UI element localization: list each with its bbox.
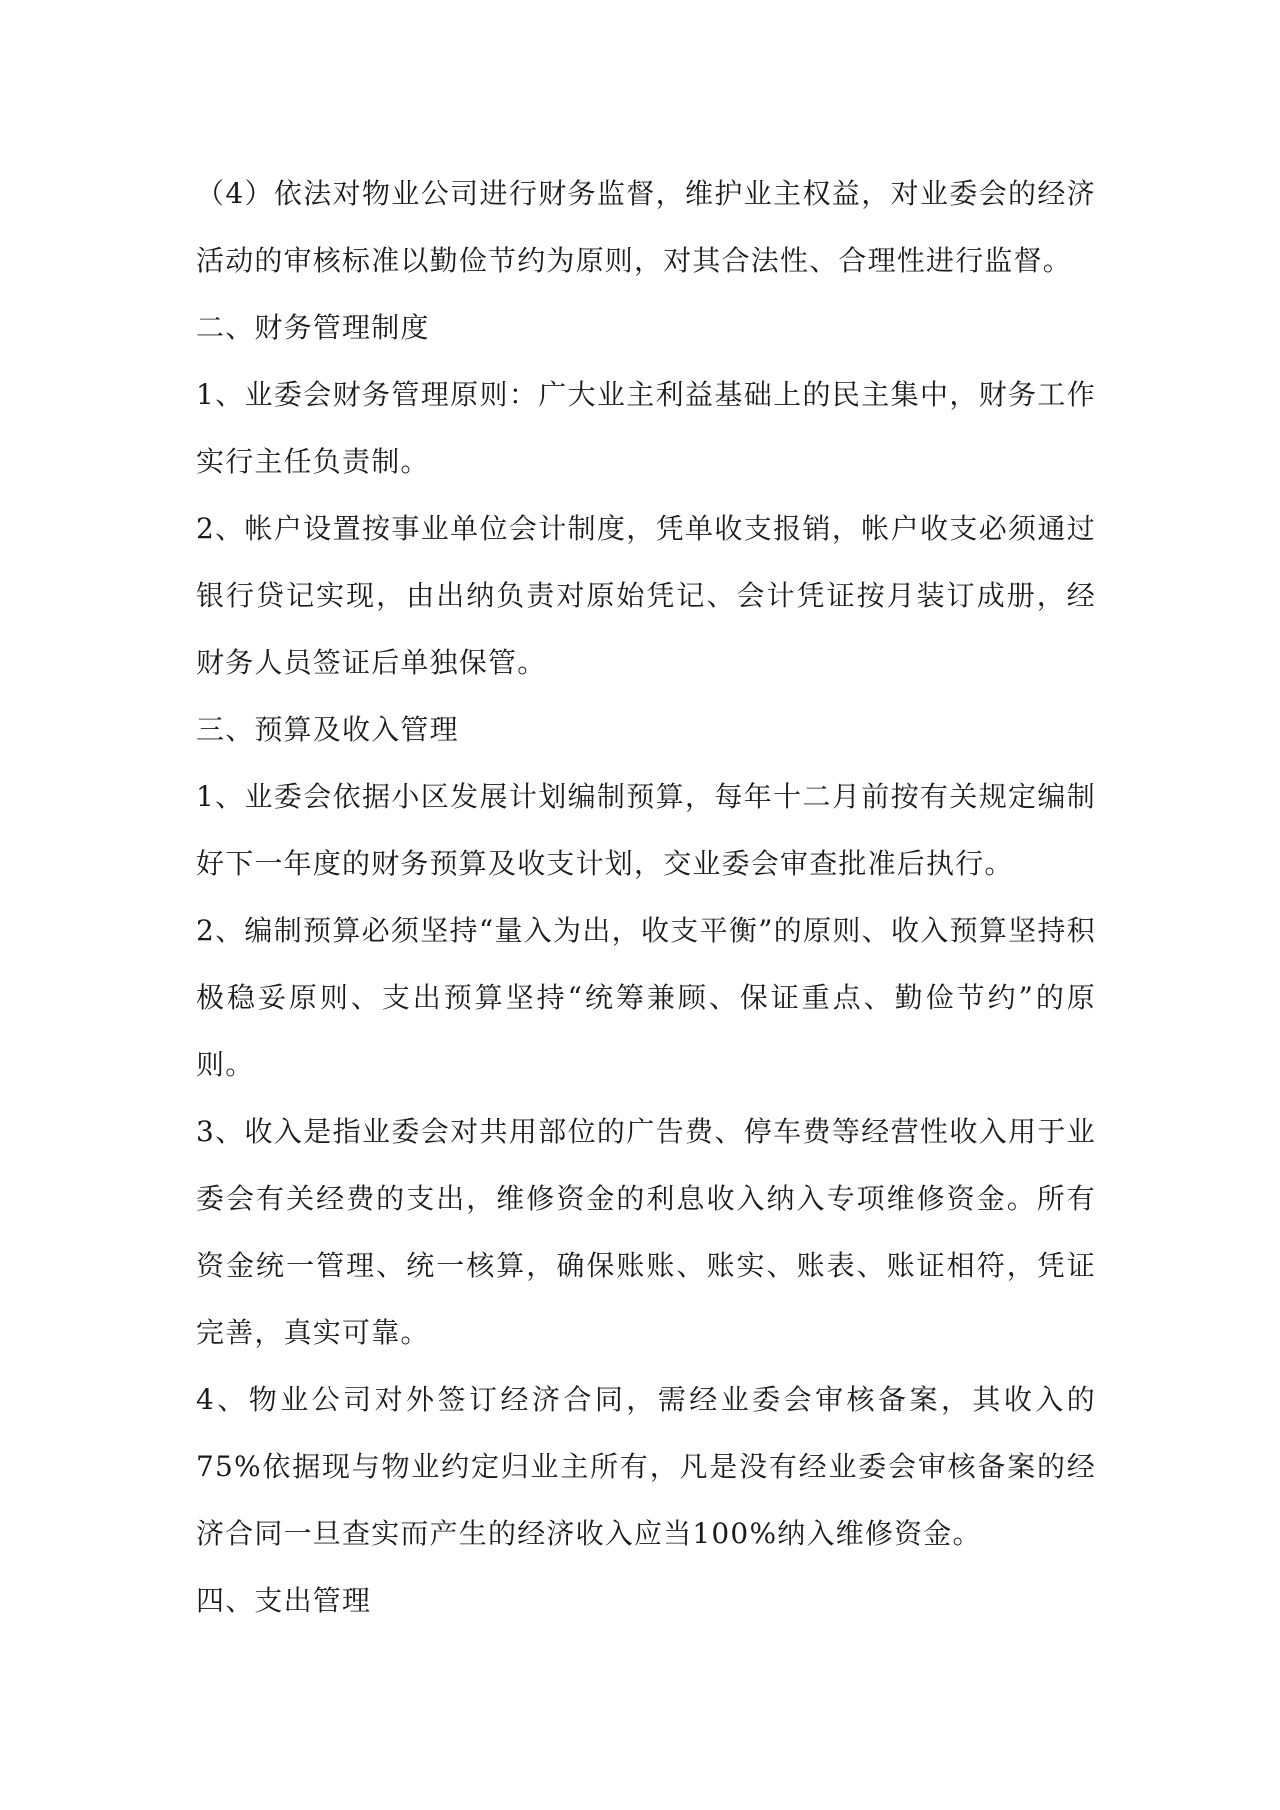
paragraph-contract-income: 4、物业公司对外签订经济合同，需经业委会审核备案，其收入的75%依据现与物业约定归业主所有，凡是没有经业委会审核备案的经济合同一旦查实而产生的经济收入应当100%纳入维修资金。 xyxy=(196,1383,1096,1550)
section-heading-expenditure: 四、支出管理 xyxy=(196,1584,372,1617)
paragraph-budget-planning: 1、业委会依据小区发展计划编制预算，每年十二月前按有关规定编制好下一年度的财务预算及收支计划，交业委会审查批准后执行。 xyxy=(196,780,1096,880)
section-heading-budget-income: 三、预算及收入管理 xyxy=(196,713,459,746)
paragraph-account-setup: 2、帐户设置按事业单位会计制度，凭单收支报销，帐户收支必须通过银行贷记实现，由出纳负责对原始凭记、会计凭证按月装订成册，经财务人员签证后单独保管。 xyxy=(196,512,1096,679)
document-page xyxy=(196,160,1096,1634)
section-heading-financial-management: 二、财务管理制度 xyxy=(196,311,430,344)
paragraph-budget-principles: 2、编制预算必须坚持“量入为出，收支平衡”的原则、收入预算坚持积极稳妥原则、支出预算坚持“统筹兼顾、保证重点、勤俭节约”的原则。 xyxy=(196,914,1096,1081)
paragraph-income-definition: 3、收入是指业委会对共用部位的广告费、停车费等经营性收入用于业委会有关经费的支出，维修资金的利息收入纳入专项维修资金。所有资金统一管理、统一核算，确保账账、账实、账表、账证相符，凭证完善，真实可靠。 xyxy=(196,1115,1096,1349)
paragraph-supervision-item-4: （4）依法对物业公司进行财务监督，维护业主权益，对业委会的经济活动的审核标准以勤俭节约为原则，对其合法性、合理性进行监督。 xyxy=(196,177,1096,277)
paragraph-financial-principle: 1、业委会财务管理原则：广大业主利益基础上的民主集中，财务工作实行主任负责制。 xyxy=(196,378,1096,478)
